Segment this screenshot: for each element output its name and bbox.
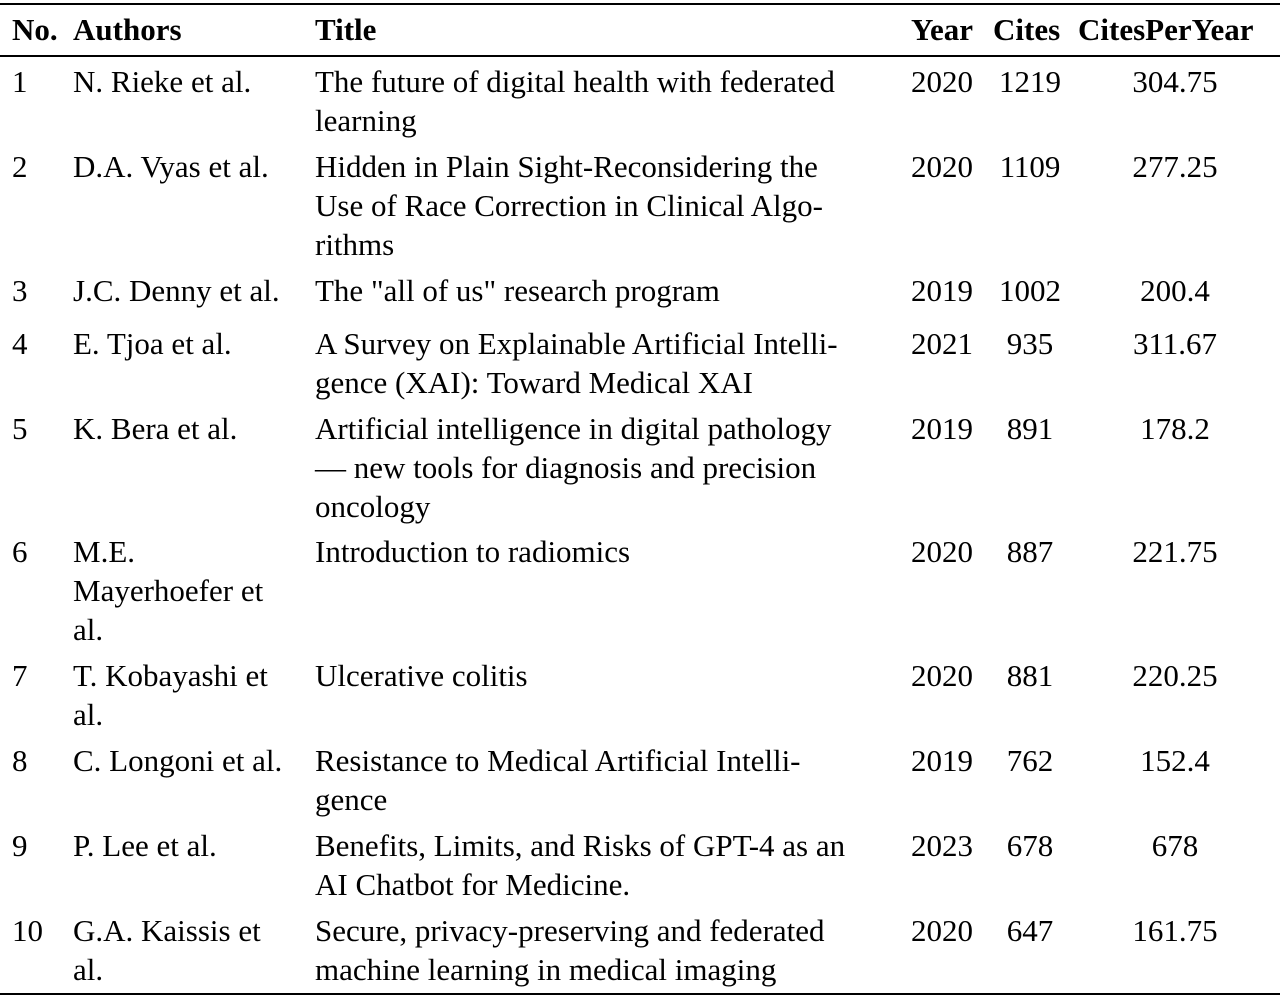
row-title-line: Introduction to radiomics [315,534,631,569]
row-cites-per-year: 277.25 [1132,149,1218,184]
row-cites-per-year: 678 [1151,828,1199,863]
row-authors-line: T. Kobayashi et [73,658,268,693]
row-no: 10 [12,913,43,948]
row-cites: 891 [1006,411,1054,446]
row-title-line: rithms [315,227,395,262]
row-cites-per-year: 178.2 [1140,411,1210,446]
row-no: 6 [12,534,28,569]
row-cites: 762 [1006,743,1054,778]
row-cites: 1219 [999,64,1061,99]
row-authors-line: al. [73,612,104,647]
row-no: 1 [12,64,28,99]
row-authors-line: J.C. Denny et al. [73,273,280,308]
row-authors-line: al. [73,697,104,732]
row-cites-per-year: 311.67 [1132,326,1218,361]
header-authors: Authors [73,12,182,47]
header-cites-per-year: CitesPerYear [1078,12,1254,47]
row-cites: 881 [1006,658,1054,693]
row-year: 2020 [911,534,973,569]
row-title-line: oncology [315,489,431,524]
header-cites: Cites [993,12,1061,47]
row-authors-line: M.E. [73,534,135,569]
row-year: 2020 [911,913,973,948]
row-year: 2020 [911,149,973,184]
row-no: 4 [12,326,28,361]
row-title-line: learning [315,103,417,138]
row-authors-line: E. Tjoa et al. [73,326,232,361]
row-title-line: Resistance to Medical Artificial Intelli- [315,743,801,778]
row-no: 7 [12,658,28,693]
row-no: 9 [12,828,28,863]
row-title-line: A Survey on Explainable Artificial Intelli- [315,326,838,361]
row-authors-line: Mayerhoefer et [73,573,264,608]
row-year: 2023 [911,828,973,863]
row-cites-per-year: 152.4 [1140,743,1210,778]
row-title-line: machine learning in medical imaging [315,952,777,987]
row-year: 2021 [911,326,973,361]
row-title-line: Artificial intelligence in digital pathology [315,411,832,446]
row-authors-line: al. [73,952,104,987]
row-title-line: Hidden in Plain Sight-Reconsidering the [315,149,818,184]
row-year: 2019 [911,411,973,446]
row-title-line: The "all of us" research program [315,273,720,308]
row-cites: 1002 [999,273,1061,308]
row-title-line: Use of Race Correction in Clinical Algo- [315,188,823,223]
table-bottom-rule [0,993,1280,995]
header-title: Title [315,12,377,47]
row-authors-line: P. Lee et al. [73,828,217,863]
table-top-rule [0,3,1280,5]
header-no: No. [12,12,58,47]
row-year: 2020 [911,64,973,99]
row-authors-line: D.A. Vyas et al. [73,149,269,184]
row-cites: 647 [1006,913,1054,948]
row-cites: 678 [1006,828,1054,863]
table-header-rule [0,55,1280,57]
row-year: 2020 [911,658,973,693]
row-cites-per-year: 161.75 [1132,913,1218,948]
row-title-line: gence (XAI): Toward Medical XAI [315,365,753,400]
row-title-line: Benefits, Limits, and Risks of GPT-4 as an [315,828,846,863]
row-title-line: AI Chatbot for Medicine. [315,867,631,902]
row-cites-per-year: 221.75 [1132,534,1218,569]
row-no: 2 [12,149,28,184]
row-cites-per-year: 304.75 [1132,64,1218,99]
row-title-line: Secure, privacy-preserving and federated [315,913,825,948]
row-no: 5 [12,411,28,446]
row-title-line: gence [315,782,388,817]
row-authors-line: K. Bera et al. [73,411,238,446]
row-title-line: Ulcerative colitis [315,658,528,693]
row-cites: 935 [1006,326,1054,361]
row-no: 3 [12,273,28,308]
row-cites: 1109 [999,149,1061,184]
row-authors-line: C. Longoni et al. [73,743,283,778]
row-authors-line: G.A. Kaissis et [73,913,261,948]
row-cites-per-year: 220.25 [1132,658,1218,693]
row-authors-line: N. Rieke et al. [73,64,252,99]
header-year: Year [911,12,973,47]
row-title-line: The future of digital health with federated [315,64,835,99]
row-no: 8 [12,743,28,778]
row-cites-per-year: 200.4 [1140,273,1210,308]
row-year: 2019 [911,743,973,778]
row-title-line: — new tools for diagnosis and precision [315,450,817,485]
row-year: 2019 [911,273,973,308]
row-cites: 887 [1006,534,1054,569]
